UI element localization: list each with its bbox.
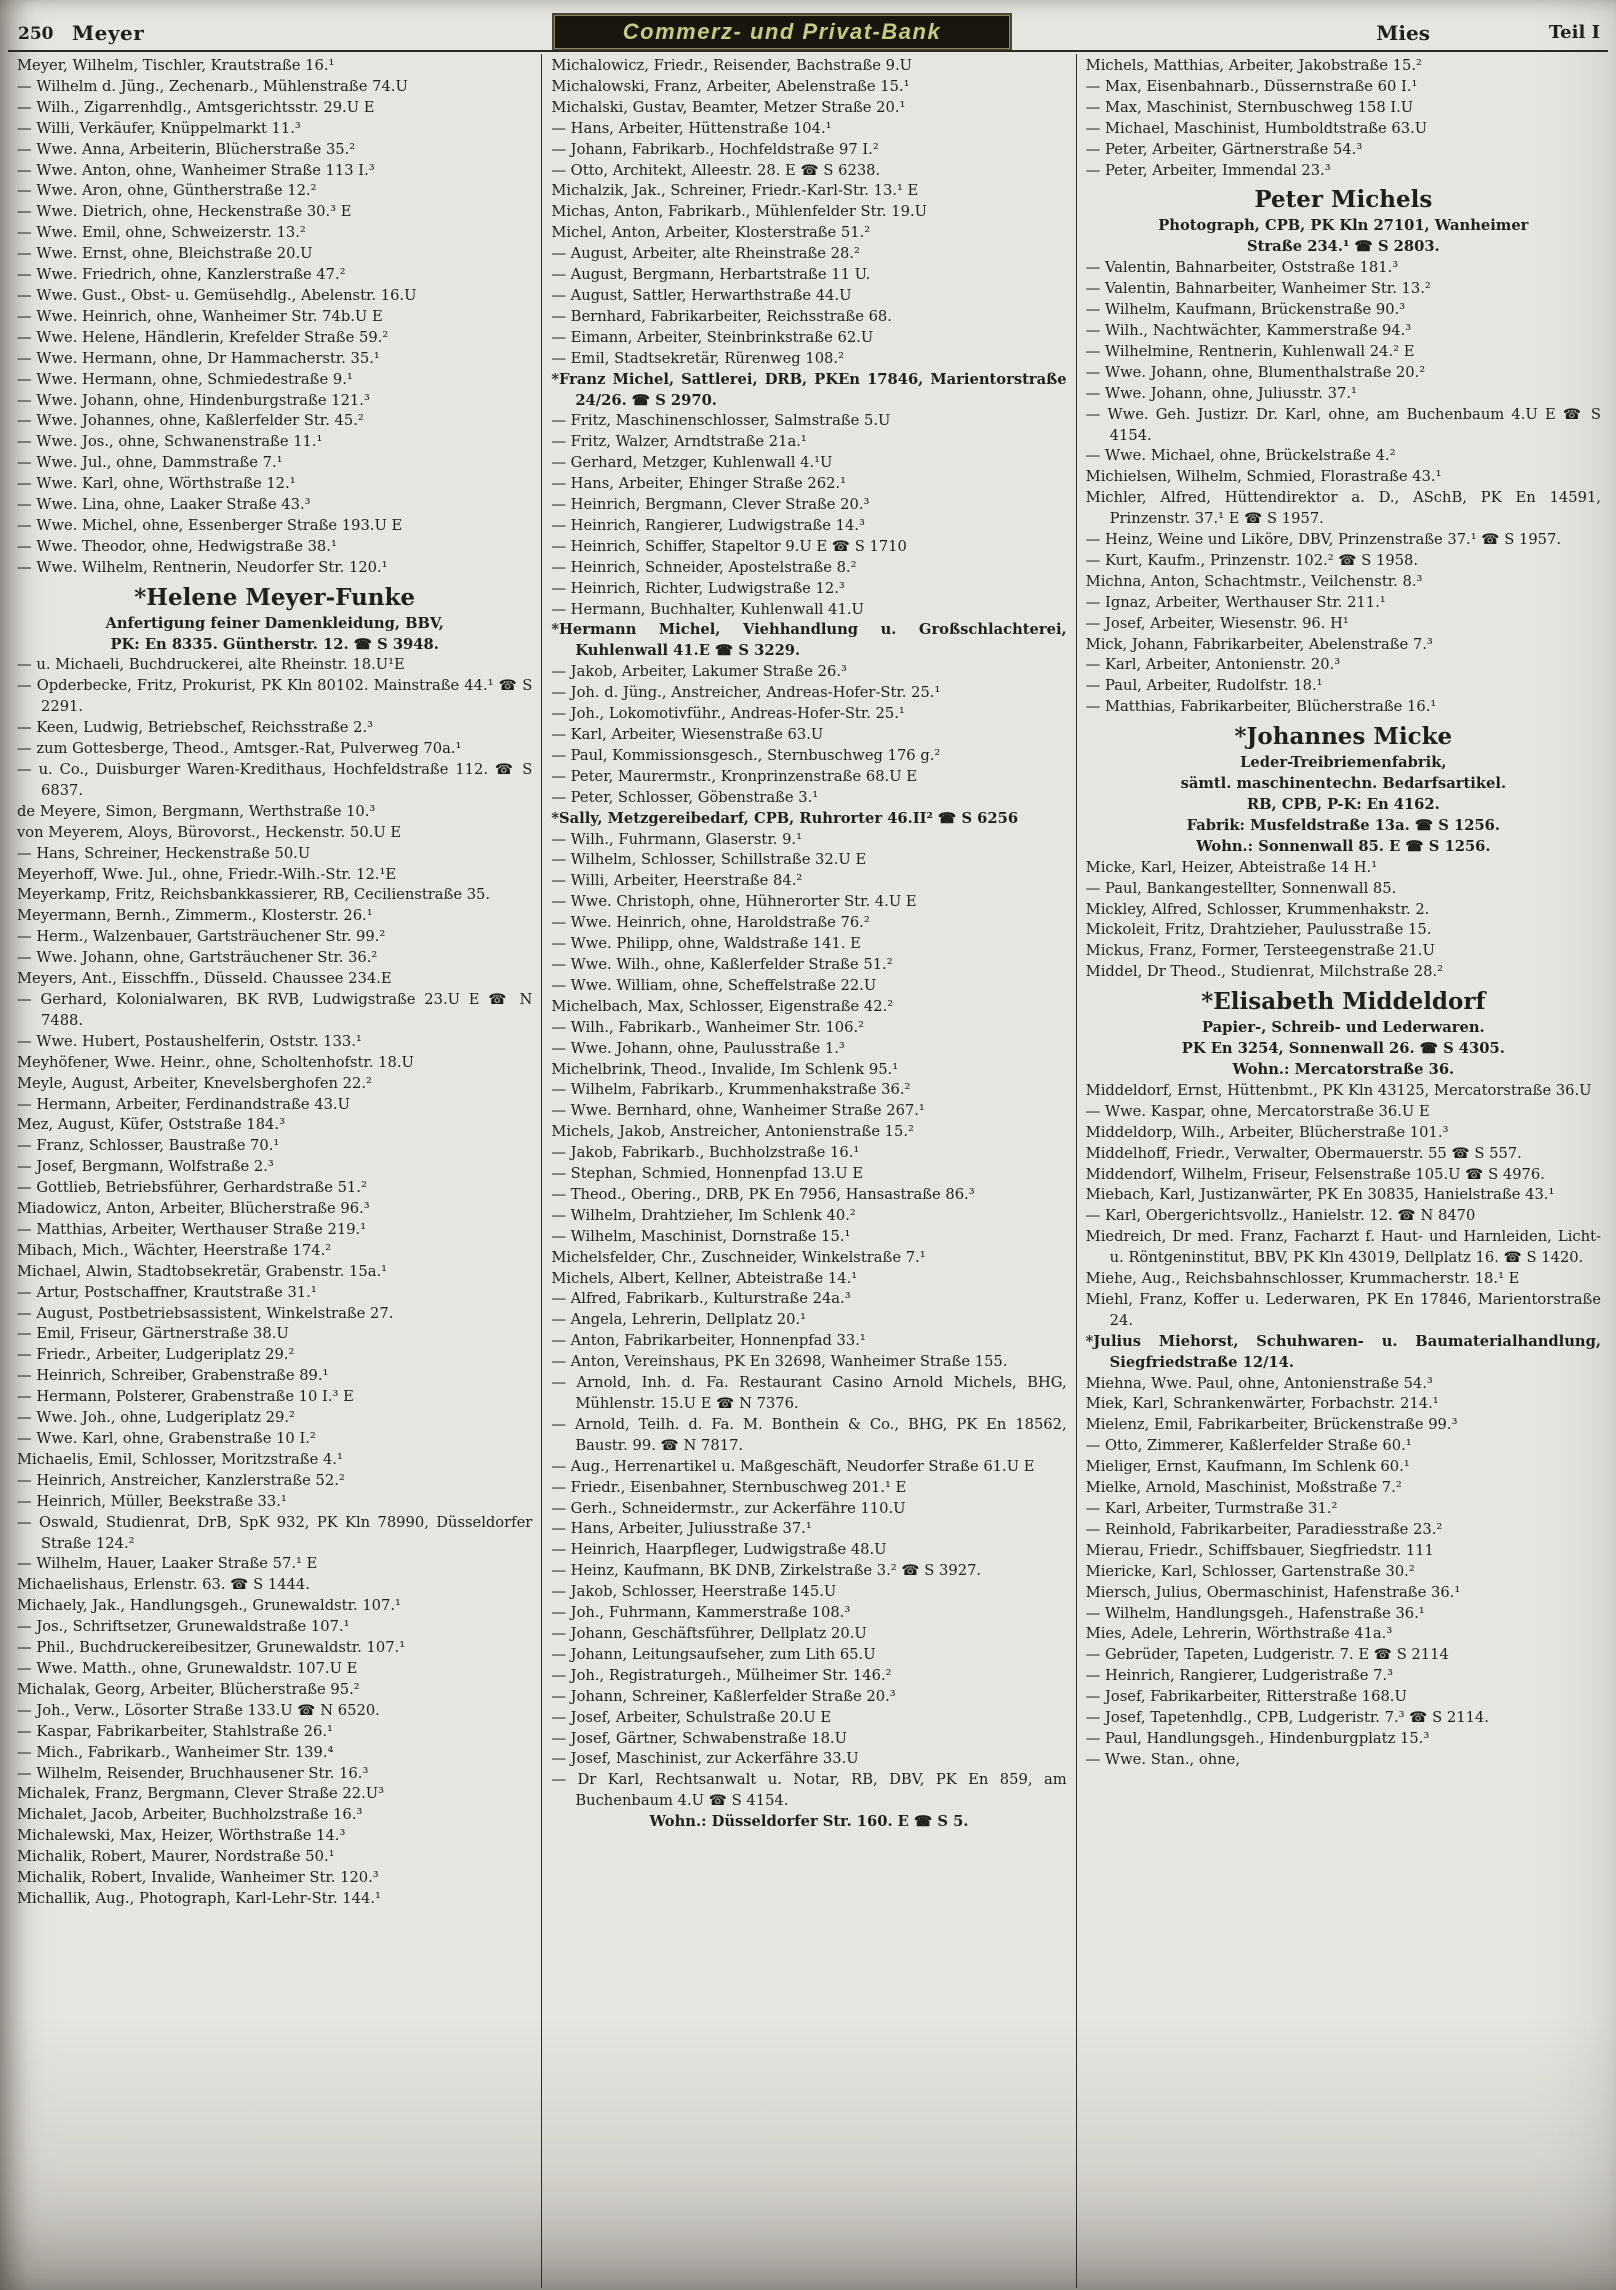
commerz-privat-bank-ad: [552, 13, 1012, 51]
directory-entry: — Paul, Bankangestellter, Sonnenwall 85.: [1085, 879, 1397, 897]
directory-entry: Meyermann, Bernh., Zimmerm., Klosterstr. 26.¹: [17, 907, 373, 925]
directory-entry: Michalowski, Franz, Arbeiter, Abelenstraße 15.¹: [551, 77, 910, 95]
directory-entry: Middeldorp, Wilh., Arbeiter, Blücherstraße 101.³: [1085, 1123, 1449, 1141]
directory-entry: Fabrik: Musfeldstraße 13a. ☎ S 1256.: [1186, 816, 1501, 834]
directory-entry: Mierau, Friedr., Schiffsbauer, Siegfriedstr. 111: [1085, 1541, 1434, 1559]
directory-entry: PK: En 8335. Güntherstr. 12. ☎ S 3948.: [110, 635, 439, 653]
directory-entry: Michalak, Georg, Arbeiter, Blücherstraße 95.²: [17, 1680, 360, 1698]
directory-entry: — Anton, Fabrikarbeiter, Honnenpfad 33.¹: [551, 1332, 866, 1350]
directory-entry: — Valentin, Bahnarbeiter, Oststraße 181.³: [1085, 259, 1399, 277]
directory-entry: — Wwe. Stan., ohne,: [1085, 1750, 1241, 1768]
directory-entry: Michelsfelder, Chr., Zuschneider, Winkelstraße 7.¹: [551, 1248, 926, 1266]
directory-entry: — Angela, Lehrerin, Dellplatz 20.¹: [551, 1311, 807, 1329]
directory-entry: — Matthias, Fabrikarbeiter, Blücherstraße 16.¹: [1085, 698, 1437, 716]
directory-entry: — Wwe. Hermann, ohne, Schmiedestraße 9.¹: [17, 370, 353, 388]
directory-entry: — Gerh., Schneidermstr., zur Ackerfähre 110.U: [551, 1499, 906, 1517]
directory-entry: — Willi, Arbeiter, Heerstraße 84.²: [551, 872, 803, 890]
directory-entry: — Eimann, Arbeiter, Steinbrinkstraße 62.U: [551, 328, 874, 346]
directory-entry: Michelbach, Max, Schlosser, Eigenstraße 42.²: [551, 997, 894, 1015]
directory-entry: — Karl, Arbeiter, Turmstraße 31.²: [1085, 1500, 1338, 1517]
directory-entry: Wohn.: Sonnenwall 85. E ☎ S 1256.: [1196, 837, 1491, 855]
directory-entry: — Wwe. Theodor, ohne, Hedwigstraße 38.¹: [17, 537, 337, 555]
directory-entry: — Heinrich, Bergmann, Clever Straße 20.³: [551, 496, 870, 514]
directory-entry: Miersch, Julius, Obermaschinist, Hafenstraße 36.¹: [1085, 1583, 1461, 1601]
part-label: Teil I: [1548, 22, 1600, 43]
directory-entry: Michalik, Robert, Maurer, Nordstraße 50.¹: [17, 1848, 335, 1866]
directory-entry: — Wwe. Dietrich, ohne, Heckenstraße 30.³ E: [17, 203, 352, 221]
directory-entry: Michelbrink, Theod., Invalide, Im Schlenk 95.¹: [551, 1060, 899, 1078]
directory-entry: — Wwe. Helene, Händlerin, Krefelder Straße 59.²: [17, 328, 389, 346]
directory-entry: — Karl, Arbeiter, Antonienstr. 20.³: [1085, 656, 1341, 674]
directory-entry: — Hans, Schreiner, Heckenstraße 50.U: [17, 844, 311, 862]
directory-entry: — Wwe. Anna, Arbeiterin, Blücherstraße 35.²: [17, 140, 356, 158]
directory-entry: Mieliger, Ernst, Kaufmann, Im Schlenk 60.¹: [1085, 1458, 1410, 1476]
directory-entry: — Friedr., Eisenbahner, Sternbuschweg 201.¹ E: [551, 1478, 907, 1496]
directory-entry: — Wilh., Fuhrmann, Glaserstr. 9.¹: [551, 830, 802, 848]
directory-heading: *Johannes Micke: [1234, 723, 1453, 751]
directory-entry: de Meyere, Simon, Bergmann, Werthstraße 10.³: [17, 802, 376, 820]
directory-entry: — Johann, Geschäftsführer, Dellplatz 20.U: [551, 1624, 867, 1642]
directory-entry: — Jakob, Fabrikarb., Buchholzstraße 16.¹: [551, 1144, 860, 1162]
directory-entry: Straße 234.¹ ☎ S 2803.: [1246, 238, 1440, 256]
directory-entry: — u. Co., Duisburger Waren-Kredithaus, Hochfeldstraße 112. ☎ S 6837.: [17, 761, 533, 799]
directory-entry: — Heinrich, Rangierer, Ludgeristraße 7.³: [1085, 1667, 1393, 1685]
directory-entry: — August, Postbetriebsassistent, Winkelstraße 27.: [17, 1304, 394, 1322]
directory-entry: — Wwe. Johann, ohne, Blumenthalstraße 20.²: [1085, 363, 1426, 381]
directory-entry: — Wilhelm, Schlosser, Schillstraße 32.U E: [551, 851, 867, 869]
directory-column-3: [1076, 54, 1610, 2288]
directory-entry: — Paul, Handlungsgeh., Hindenburgplatz 15.³: [1085, 1729, 1430, 1747]
directory-entry: Miadowicz, Anton, Arbeiter, Blücherstraße 96.³: [17, 1200, 370, 1218]
directory-entry: — Wwe. Heinrich, ohne, Haroldstraße 76.²: [551, 914, 870, 932]
directory-entry: — Josef, Bergmann, Wolfstraße 2.³: [17, 1158, 274, 1176]
header-rule: [8, 50, 1608, 52]
directory-entry: — Peter, Arbeiter, Gärtnerstraße 54.³: [1085, 140, 1363, 158]
directory-entry: — Emil, Friseur, Gärtnerstraße 38.U: [17, 1325, 289, 1343]
directory-entry: — Oswald, Studienrat, DrB, SpK 932, PK Kln 78990, Düsseldorfer Straße 124.²: [17, 1513, 533, 1552]
directory-entry: — Wilhelm, Reisender, Bruchhausener Str. 16.³: [17, 1764, 369, 1782]
directory-entry: — Wwe. Kaspar, ohne, Mercatorstraße 36.U E: [1085, 1102, 1430, 1120]
directory-entry: — August, Bergmann, Herbartstraße 11 U.: [551, 266, 871, 284]
directory-entry: — Hans, Arbeiter, Ehinger Straße 262.¹: [551, 475, 846, 493]
directory-entry: — Wwe. Lina, ohne, Laaker Straße 43.³: [17, 496, 311, 514]
directory-entry: — Jos., Schriftsetzer, Grunewaldstraße 107.¹: [17, 1618, 350, 1636]
directory-entry: Mies, Adele, Lehrerin, Wörthstraße 41a.³: [1085, 1625, 1393, 1643]
directory-entry: Meyers, Ant., Eisschffn., Düsseld. Chaussee 234.E: [17, 970, 392, 988]
directory-entry: — Joh., Lokomotivführ., Andreas-Hofer-Str. 25.¹: [551, 705, 905, 723]
directory-entry: — Wilhelm, Handlungsgeh., Hafenstraße 36.¹: [1085, 1604, 1425, 1622]
directory-entry: Wohn.: Mercatorstraße 36.: [1232, 1060, 1455, 1078]
directory-entry: — Wwe. Jos., ohne, Schwanenstraße 11.¹: [17, 433, 323, 451]
directory-entry: — Kurt, Kaufm., Prinzenstr. 102.² ☎ S 1958.: [1085, 551, 1419, 569]
directory-entry: — Wwe. Johannes, ohne, Kaßlerfelder Str. 45.²: [17, 412, 364, 430]
directory-entry: — Gottlieb, Betriebsführer, Gerhardstraße 51.²: [17, 1179, 367, 1197]
directory-entry: — Heinz, Kaufmann, BK DNB, Zirkelstraße 3.² ☎ S 3927.: [551, 1562, 982, 1580]
directory-entry: — Wilh., Fabrikarb., Wanheimer Str. 106.²: [551, 1018, 865, 1036]
directory-entry: Middelhoff, Friedr., Verwalter, Obermauerstr. 55 ☎ S 557.: [1085, 1144, 1522, 1162]
directory-entry: *Hermann Michel, Viehhandlung u. Großschlachterei, Kuhlenwall 41.E ☎ S 3229.: [551, 621, 1067, 660]
directory-entry: Meyerhoff, Wwe. Jul., ohne, Friedr.-Wilh.-Str. 12.¹E: [17, 865, 397, 883]
directory-entry: — Keen, Ludwig, Betriebschef, Reichsstraße 2.³: [17, 719, 374, 737]
directory-entry: — Paul, Kommissionsgesch., Sternbuschweg 176 g.²: [551, 746, 941, 764]
directory-entry: — Wwe. William, ohne, Scheffelstraße 22.U: [551, 976, 877, 994]
directory-entry: — Wwe. Aron, ohne, Güntherstraße 12.²: [17, 182, 317, 200]
directory-heading: *Helene Meyer-Funke: [134, 583, 416, 611]
directory-entry: Michalowicz, Friedr., Reisender, Bachstraße 9.U: [551, 57, 913, 74]
directory-entry: — Josef, Maschinist, zur Ackerfähre 33.U: [551, 1750, 859, 1768]
directory-entry: — Wwe. Hermann, ohne, Dr Hammacherstr. 35.¹: [17, 349, 380, 367]
directory-entry: — Stephan, Schmied, Honnenpfad 13.U E: [551, 1165, 864, 1183]
directory-entry: Michallik, Aug., Photograph, Karl-Lehr-Str. 144.¹: [17, 1889, 381, 1907]
directory-entry: — Michael, Maschinist, Humboldtstraße 63.U: [1085, 119, 1428, 137]
directory-entry: Miehna, Wwe. Paul, ohne, Antonienstraße 54.³: [1085, 1374, 1433, 1392]
directory-entry: — Paul, Arbeiter, Rudolfstr. 18.¹: [1085, 677, 1323, 695]
directory-entry: — Peter, Arbeiter, Immendal 23.³: [1085, 161, 1331, 179]
directory-entry: — Hans, Arbeiter, Hüttenstraße 104.¹: [551, 119, 832, 137]
directory-entry: Photograph, CPB, PK Kln 27101, Wanheimer: [1158, 217, 1529, 235]
directory-entry: — Wwe. Wilhelm, Rentnerin, Neudorfer Str. 120.¹: [17, 558, 388, 576]
directory-entry: Middel, Dr Theod., Studienrat, Milchstraße 28.²: [1085, 963, 1444, 981]
directory-entry: — Jakob, Schlosser, Heerstraße 145.U: [551, 1583, 837, 1601]
directory-entry: — Joh. d. Jüng., Anstreicher, Andreas-Hofer-Str. 25.¹: [551, 684, 941, 702]
directory-entry: — Wilh., Nachtwächter, Kammerstraße 94.³: [1085, 321, 1412, 339]
directory-entry: — Kaspar, Fabrikarbeiter, Stahlstraße 26.¹: [17, 1722, 333, 1740]
directory-entry: *Sally, Metzgereibedarf, CPB, Ruhrorter 46.II² ☎ S 6256: [551, 809, 1019, 827]
directory-entry: Meyer, Wilhelm, Tischler, Krautstraße 16.¹: [17, 57, 335, 74]
directory-entry: Miehl, Franz, Koffer u. Lederwaren, PK En 17846, Marientorstraße 24.: [1085, 1290, 1601, 1329]
directory-entry: Michalek, Franz, Bergmann, Clever Straße 22.U³: [17, 1785, 385, 1803]
directory-entry: — August, Arbeiter, alte Rheinstraße 28.²: [551, 245, 860, 263]
directory-entry: — Peter, Schlosser, Göbenstraße 3.¹: [551, 788, 819, 806]
directory-entry: — Gebrüder, Tapeten, Ludgeristr. 7. E ☎ S 2114: [1085, 1646, 1449, 1664]
directory-entry: — Wilhelm, Drahtzieher, Im Schlenk 40.²: [551, 1206, 856, 1224]
directory-entry: Micke, Karl, Heizer, Abteistraße 14 H.¹: [1085, 858, 1378, 876]
directory-entry: — Wwe. Johann, ohne, Juliusstr. 37.¹: [1085, 384, 1357, 402]
directory-entry: sämtl. maschinentechn. Bedarfsartikel.: [1180, 775, 1507, 793]
ad-text: Commerz- und Privat-Bank: [622, 19, 942, 44]
directory-entry: Middeldorf, Ernst, Hüttenbmt., PK Kln 43125, Mercatorstraße 36.U: [1085, 1081, 1592, 1099]
directory-entry: Michels, Matthias, Arbeiter, Jakobstraße 15.²: [1085, 57, 1422, 74]
directory-entry: — Wwe. Gust., Obst- u. Gemüsehdlg., Abelenstr. 16.U: [17, 286, 417, 304]
directory-entry: Michaelishaus, Erlenstr. 63. ☎ S 1444.: [17, 1576, 310, 1594]
directory-entry: — Wwe. Geh. Justizr. Dr. Karl, ohne, am Buchenbaum 4.U E ☎ S 4154.: [1085, 405, 1601, 444]
directory-entry: — u. Michaeli, Buchdruckerei, alte Rheinstr. 18.U¹E: [17, 656, 405, 674]
directory-entry: Michalzik, Jak., Schreiner, Friedr.-Karl-Str. 13.¹ E: [551, 182, 919, 200]
directory-entry: — Johann, Schreiner, Kaßlerfelder Straße 20.³: [551, 1687, 896, 1705]
directory-entry: — Arnold, Inh. d. Fa. Restaurant Casino Arnold Michels, BHG, Mühlenstr. 15.U E ☎ N 7376.: [551, 1374, 1067, 1412]
directory-entry: — Wwe. Johann, ohne, Paulusstraße 1.³: [551, 1039, 845, 1057]
directory-entry: — Dr Karl, Rechtsanwalt u. Notar, RB, DBV, PK En 859, am Buchenbaum 4.U ☎ S 4154.: [551, 1771, 1067, 1810]
directory-entry: Meyhöfener, Wwe. Heinr., ohne, Scholtenhofstr. 18.U: [17, 1053, 414, 1071]
directory-entry: — Johann, Leitungsaufseher, zum Lith 65.U: [551, 1645, 876, 1663]
directory-entry: — Anton, Vereinshaus, PK En 32698, Wanheimer Straße 155.: [551, 1353, 1008, 1371]
directory-entry: Michalet, Jacob, Arbeiter, Buchholzstraße 16.³: [17, 1806, 363, 1824]
directory-entry: — Karl, Arbeiter, Wiesenstraße 63.U: [551, 726, 824, 743]
directory-entry: Mickoleit, Fritz, Drahtzieher, Paulusstraße 15.: [1085, 921, 1432, 939]
directory-entry: — Wwe. Wilh., ohne, Kaßlerfelder Straße 51.²: [551, 955, 893, 973]
directory-entry: Mibach, Mich., Wächter, Heerstraße 174.²: [17, 1241, 332, 1259]
page-header: [0, 0, 1616, 52]
directory-entry: — Heinrich, Anstreicher, Kanzlerstraße 52.²: [17, 1471, 345, 1489]
directory-entry: — Franz, Schlosser, Baustraße 70.¹: [17, 1137, 280, 1155]
directory-entry: — Hermann, Buchhalter, Kuhlenwall 41.U: [551, 600, 864, 618]
directory-heading: Peter Michels: [1254, 186, 1433, 214]
directory-entry: Michael, Alwin, Stadtobsekretär, Grabenstr. 15a.¹: [17, 1262, 388, 1280]
directory-entry: — Alfred, Fabrikarb., Kulturstraße 24a.³: [551, 1290, 851, 1308]
directory-entry: Miericke, Karl, Schlosser, Gartenstraße 30.²: [1085, 1562, 1415, 1580]
directory-entry: — Phil., Buchdruckereibesitzer, Grunewaldstr. 107.¹: [17, 1639, 406, 1657]
directory-entry: — Wwe. Karl, ohne, Wörthstraße 12.¹: [17, 475, 296, 493]
directory-entry: — Wilhelm, Kaufmann, Brückenstraße 90.³: [1085, 301, 1406, 319]
directory-entry: PK En 3254, Sonnenwall 26. ☎ S 4305.: [1181, 1040, 1505, 1058]
directory-entry: Michna, Anton, Schachtmstr., Veilchenstr. 8.³: [1085, 572, 1423, 590]
directory-entry: Anfertigung feiner Damenkleidung, BBV,: [105, 614, 444, 632]
directory-entry: — Wilhelm, Maschinist, Dornstraße 15.¹: [551, 1227, 851, 1245]
directory-entry: Michel, Anton, Arbeiter, Klosterstraße 51.²: [551, 224, 871, 242]
directory-entry: — Wwe. Karl, ohne, Grabenstraße 10 I.²: [17, 1430, 316, 1447]
directory-entry: — Heinrich, Richter, Ludwigstraße 12.³: [551, 579, 845, 597]
directory-entry: — Valentin, Bahnarbeiter, Wanheimer Str. 13.²: [1085, 280, 1431, 298]
directory-entry: — Wwe. Jul., ohne, Dammstraße 7.¹: [17, 454, 283, 472]
directory-entry: Michels, Albert, Kellner, Abteistraße 14.¹: [551, 1269, 858, 1287]
directory-entry: — Joh., Verw., Lösorter Straße 133.U ☎ N 6520.: [17, 1701, 380, 1719]
directory-entry: — Gerhard, Kolonialwaren, BK RVB, Ludwigstraße 23.U E ☎ N 7488.: [17, 990, 533, 1029]
directory-entry: Miehe, Aug., Reichsbahnschlosser, Krummacherstr. 18.¹ E: [1085, 1270, 1520, 1288]
directory-entry: — Heinrich, Müller, Beekstraße 33.¹: [17, 1492, 287, 1510]
directory-entry: — Joh., Fuhrmann, Kammerstraße 108.³: [551, 1604, 851, 1622]
directory-entry: — Joh., Registraturgeh., Mülheimer Str. 146.²: [551, 1666, 892, 1684]
directory-entry: — Arnold, Teilh. d. Fa. M. Bonthein & Co., BHG, PK En 18562, Baustr. 99. ☎ N 7817.: [551, 1415, 1067, 1454]
directory-entry: — Wwe. Michel, ohne, Essenberger Straße 193.U E: [17, 516, 403, 534]
directory-entry: — Mich., Fabrikarb., Wanheimer Str. 139.⁴: [17, 1743, 334, 1761]
directory-entry: Michaely, Jak., Handlungsgeh., Grunewaldstr. 107.¹: [17, 1597, 401, 1615]
directory-entry: Michalski, Gustav, Beamter, Metzer Straße 20.¹: [551, 98, 906, 116]
directory-entry: — Heinrich, Schneider, Apostelstraße 8.²: [551, 558, 857, 576]
directory-entry: — Artur, Postschaffner, Krautstraße 31.¹: [17, 1283, 317, 1301]
directory-entry: Wohn.: Düsseldorfer Str. 160. E ☎ S 5.: [649, 1813, 969, 1831]
directory-column-2: [541, 54, 1075, 2288]
directory-entry: — Fritz, Maschinenschlosser, Salmstraße 5.U: [551, 412, 891, 430]
directory-entry: — August, Sattler, Herwarthstraße 44.U: [551, 286, 852, 304]
directory-entry: — Bernhard, Fabrikarbeiter, Reichsstraße 68.: [551, 307, 892, 325]
directory-entry: — Otto, Architekt, Alleestr. 28. E ☎ S 6238.: [551, 161, 881, 179]
directory-entry: — Aug., Herrenartikel u. Maßgeschäft, Neudorfer Straße 61.U E: [551, 1457, 1035, 1475]
directory-entry: — Heinz, Weine und Liköre, DBV, Prinzenstraße 37.¹ ☎ S 1957.: [1085, 531, 1562, 549]
directory-entry: RB, CPB, P-K: En 4162.: [1246, 796, 1440, 813]
directory-entry: — Wwe. Hubert, Postaushelferin, Oststr. 133.¹: [17, 1032, 362, 1050]
directory-entry: — Wwe. Friedrich, ohne, Kanzlerstraße 47.²: [17, 266, 346, 284]
directory-entry: — Wwe. Johann, ohne, Gartsträuchener Str. 36.²: [17, 949, 378, 967]
directory-entry: Michaelis, Emil, Schlosser, Moritzstraße 4.¹: [17, 1450, 343, 1468]
directory-entry: — Josef, Arbeiter, Wiesenstr. 96. H¹: [1085, 614, 1349, 632]
directory-entry: Michas, Anton, Fabrikarb., Mühlenfelder Str. 19.U: [551, 203, 928, 221]
directory-entry: — Johann, Fabrikarb., Hochfeldstraße 97 I.²: [551, 140, 879, 158]
directory-entry: — Wwe. Ernst, ohne, Bleichstraße 20.U: [17, 245, 313, 263]
directory-entry: — Karl, Obergerichtsvollz., Hanielstr. 12. ☎ N 8470: [1085, 1207, 1476, 1225]
directory-entry: — Wwe. Joh., ohne, Ludgeriplatz 29.²: [17, 1409, 295, 1427]
directory-entry: — Emil, Stadtsekretär, Rürenweg 108.²: [551, 349, 844, 367]
directory-entry: Mielke, Arnold, Maschinist, Moßstraße 7.²: [1085, 1479, 1402, 1497]
directory-entry: von Meyerem, Aloys, Bürovorst., Heckenstr. 50.U E: [17, 823, 402, 841]
directory-entry: — Wwe. Anton, ohne, Wanheimer Straße 113 I.³: [17, 161, 375, 179]
directory-entry: — Wwe. Philipp, ohne, Waldstraße 141. E: [551, 935, 861, 953]
directory-entry: — Wilhelm d. Jüng., Zechenarb., Mühlenstraße 74.U: [17, 77, 408, 95]
directory-entry: — Friedr., Arbeiter, Ludgeriplatz 29.²: [17, 1346, 295, 1364]
page-number: 250: [18, 24, 54, 44]
directory-entry: Mickley, Alfred, Schlosser, Krummenhakstr. 2.: [1085, 900, 1430, 918]
directory-entry: — Wilhelm, Fabrikarb., Krummenhakstraße 36.²: [551, 1081, 911, 1099]
directory-entry: — Heinrich, Schreiber, Grabenstraße 89.¹: [17, 1367, 329, 1385]
directory-entry: — Wilh., Zigarrenhdlg., Amtsgerichtsstr. 29.U E: [17, 98, 375, 116]
directory-column-1: [8, 54, 541, 2288]
directory-entry: *Julius Miehorst, Schuhwaren- u. Baumaterialhandlung, Siegfriedstraße 12/14.: [1085, 1332, 1601, 1371]
directory-entry: — Max, Maschinist, Sternbuschweg 158 I.U: [1085, 98, 1414, 116]
directory-columns: [8, 54, 1610, 2288]
directory-entry: Mickus, Franz, Former, Tersteegenstraße 21.U: [1085, 942, 1435, 960]
directory-entry: Middendorf, Wilhelm, Friseur, Felsenstraße 105.U ☎ S 4976.: [1085, 1165, 1545, 1183]
directory-entry: Papier-, Schreib- und Lederwaren.: [1202, 1019, 1485, 1037]
directory-entry: — Opderbecke, Fritz, Prokurist, PK Kln 80102. Mainstraße 44.¹ ☎ S 2291.: [17, 677, 533, 716]
directory-entry: Miek, Karl, Schrankenwärter, Forbachstr. 214.¹: [1085, 1395, 1439, 1413]
directory-entry: — Otto, Zimmerer, Kaßlerfelder Straße 60.¹: [1085, 1437, 1412, 1455]
directory-entry: — Matthias, Arbeiter, Werthauser Straße 219.¹: [17, 1220, 367, 1238]
directory-entry: — Hermann, Arbeiter, Ferdinandstraße 43.U: [17, 1095, 350, 1113]
directory-entry: — Max, Eisenbahnarb., Düssernstraße 60 I.¹: [1085, 77, 1418, 95]
directory-entry: — Wilhelm, Hauer, Laaker Straße 57.¹ E: [17, 1555, 318, 1573]
directory-entry: Leder-Treibriemenfabrik,: [1240, 754, 1447, 772]
directory-entry: — Wilhelmine, Rentnerin, Kuhlenwall 24.² E: [1085, 342, 1415, 360]
directory-entry: — Fritz, Walzer, Arndtstraße 21a.¹: [551, 433, 807, 451]
directory-entry: Michels, Jakob, Anstreicher, Antonienstraße 15.²: [551, 1123, 914, 1141]
directory-entry: Miebach, Karl, Justizanwärter, PK En 30835, Hanielstraße 43.¹: [1085, 1186, 1555, 1204]
directory-entry: — Heinrich, Schiffer, Stapeltor 9.U E ☎ S 1710: [551, 537, 907, 555]
directory-entry: Mick, Johann, Fabrikarbeiter, Abelenstraße 7.³: [1085, 635, 1433, 653]
directory-entry: — Herm., Walzenbauer, Gartsträuchener Str. 99.²: [17, 928, 386, 946]
directory-entry: — zum Gottesberge, Theod., Amtsger.-Rat, Pulverweg 70a.¹: [17, 740, 462, 758]
directory-entry: Michielsen, Wilhelm, Schmied, Florastraße 43.¹: [1085, 468, 1442, 486]
directory-entry: — Wwe. Christoph, ohne, Hühnerorter Str. 4.U E: [551, 893, 917, 911]
directory-entry: — Peter, Maurermstr., Kronprinzenstraße 68.U E: [551, 767, 917, 785]
directory-entry: — Reinhold, Fabrikarbeiter, Paradiesstraße 23.²: [1085, 1520, 1443, 1538]
directory-entry: *Franz Michel, Sattlerei, DRB, PKEn 17846, Marientorstraße 24/26. ☎ S 2970.: [551, 370, 1067, 409]
directory-entry: — Wwe. Matth., ohne, Grunewaldstr. 107.U E: [17, 1659, 358, 1677]
directory-entry: — Wwe. Bernhard, ohne, Wanheimer Straße 267.¹: [551, 1102, 925, 1120]
directory-entry: — Heinrich, Haarpfleger, Ludwigstraße 48.U: [551, 1541, 887, 1559]
directory-entry: Michalewski, Max, Heizer, Wörthstraße 14.³: [17, 1827, 346, 1845]
directory-entry: — Gerhard, Metzger, Kuhlenwall 4.¹U: [551, 454, 833, 472]
directory-entry: — Heinrich, Rangierer, Ludwigstraße 14.³: [551, 516, 865, 534]
directory-entry: Meyerkamp, Fritz, Reichsbankkassierer, RB, Cecilienstraße 35.: [17, 886, 491, 904]
guide-word-left: Meyer: [72, 21, 145, 45]
directory-entry: Michler, Alfred, Hüttendirektor a. D., ASchB, PK En 14591, Prinzenstr. 37.¹ E ☎ S 1957.: [1085, 489, 1601, 528]
guide-word-right: Mies: [1376, 21, 1430, 45]
directory-heading: *Elisabeth Middeldorf: [1201, 988, 1486, 1016]
directory-entry: Meyle, August, Arbeiter, Knevelsberghofen 22.²: [17, 1074, 372, 1092]
directory-entry: — Josef, Tapetenhdlg., CPB, Ludgeristr. 7.³ ☎ S 2114.: [1085, 1709, 1489, 1727]
directory-entry: — Jakob, Arbeiter, Lakumer Straße 26.³: [551, 663, 847, 681]
directory-entry: — Wwe. Emil, ohne, Schweizerstr. 13.²: [17, 224, 306, 242]
directory-entry: — Hans, Arbeiter, Juliusstraße 37.¹: [551, 1520, 812, 1538]
directory-entry: Miedreich, Dr med. Franz, Facharzt f. Haut- und Harnleiden, Licht- u. Röntgeninstitut, BBV, PK Kln 43019, Dellplatz 16. ☎ S 1420.: [1085, 1228, 1601, 1267]
directory-entry: Michalik, Robert, Invalide, Wanheimer Str. 120.³: [17, 1869, 379, 1887]
directory-entry: — Theod., Obering., DRB, PK En 7956, Hansastraße 86.³: [551, 1185, 975, 1203]
directory-entry: — Ignaz, Arbeiter, Werthauser Str. 211.¹: [1085, 593, 1386, 611]
directory-entry: — Josef, Fabrikarbeiter, Ritterstraße 168.U: [1085, 1688, 1407, 1706]
directory-entry: — Wwe. Michael, ohne, Brückelstraße 4.²: [1085, 447, 1396, 465]
directory-entry: — Hermann, Polsterer, Grabenstraße 10 I.³ E: [17, 1388, 354, 1406]
directory-entry: Mielenz, Emil, Fabrikarbeiter, Brückenstraße 99.³: [1085, 1416, 1458, 1434]
directory-entry: — Wwe. Heinrich, ohne, Wanheimer Str. 74b.U E: [17, 307, 383, 325]
directory-entry: — Josef, Gärtner, Schwabenstraße 18.U: [551, 1729, 847, 1747]
directory-entry: — Josef, Arbeiter, Schulstraße 20.U E: [551, 1708, 832, 1726]
directory-entry: — Willi, Verkäufer, Knüppelmarkt 11.³: [17, 119, 301, 137]
directory-entry: Mez, August, Küfer, Oststraße 184.³: [17, 1116, 285, 1134]
directory-entry: — Wwe. Johann, ohne, Hindenburgstraße 121.³: [17, 391, 370, 409]
